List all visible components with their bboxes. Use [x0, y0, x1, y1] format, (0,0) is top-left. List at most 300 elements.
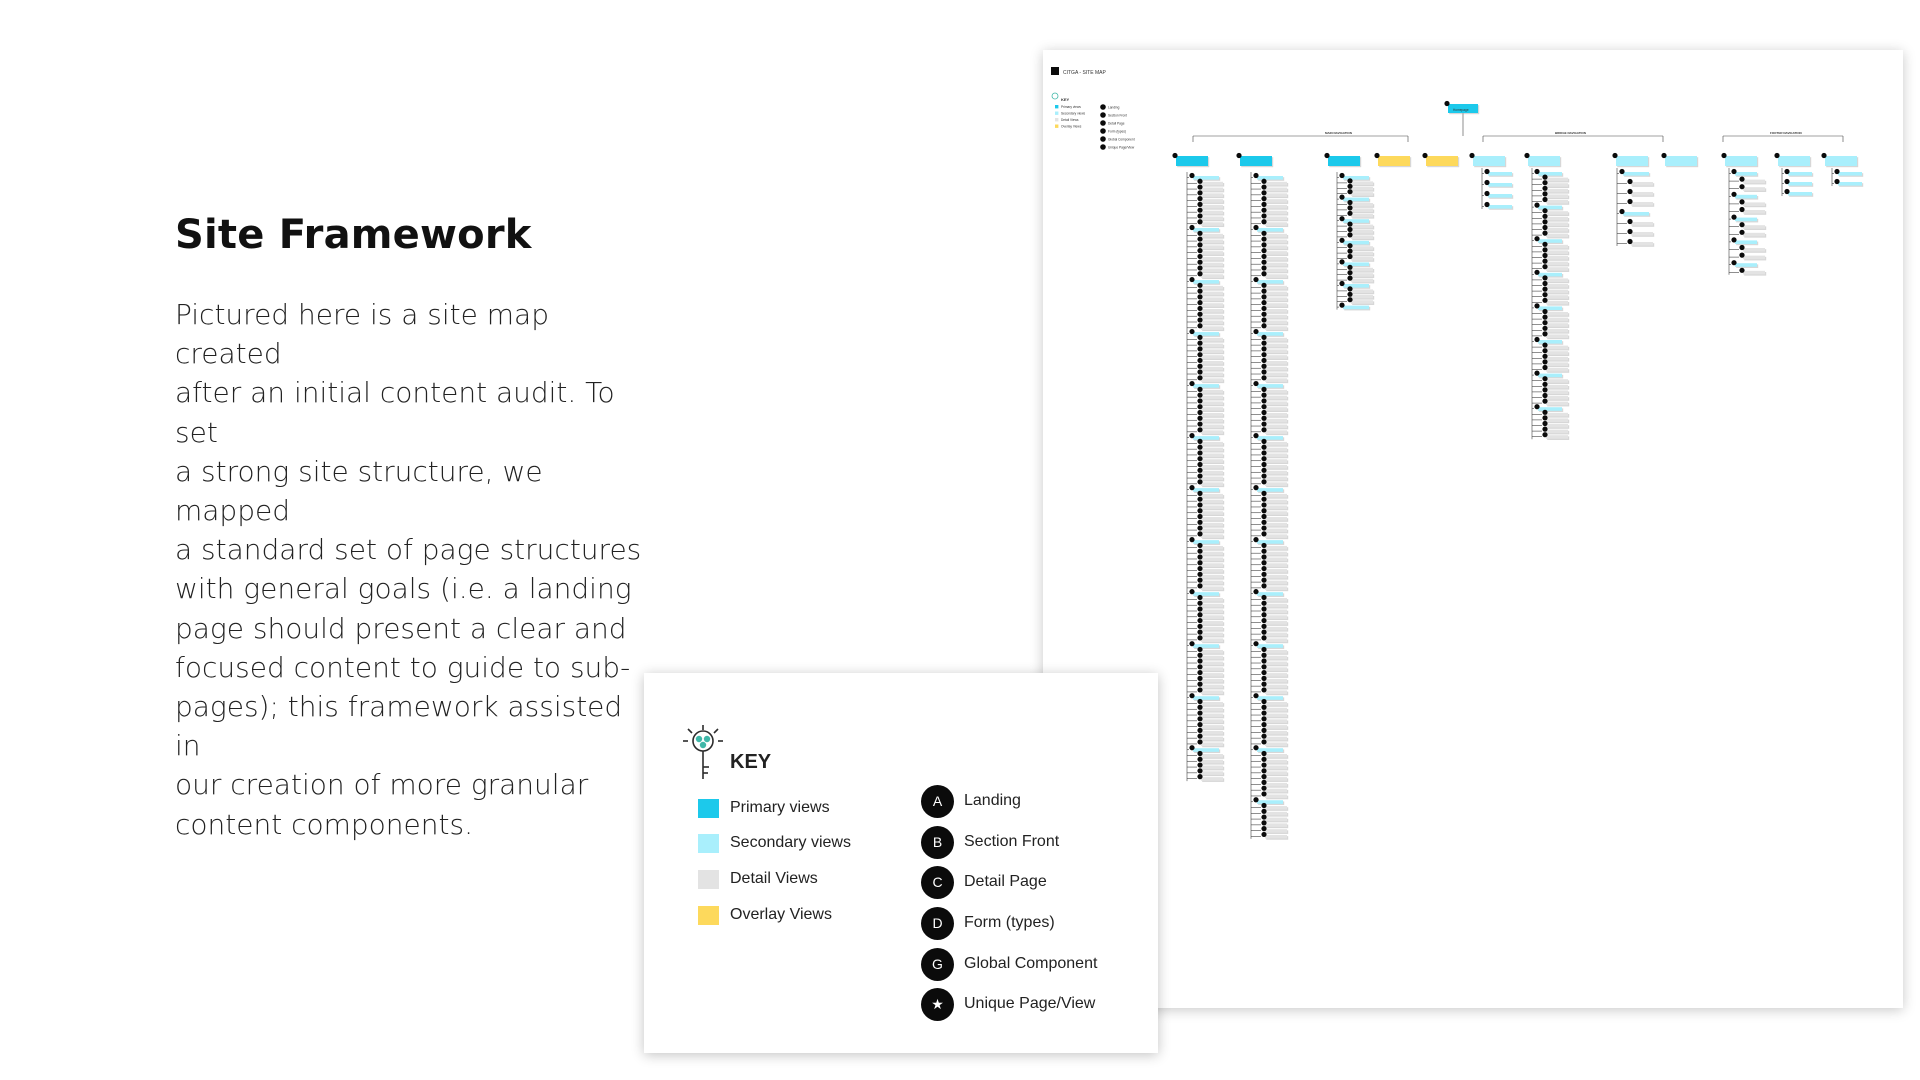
- type-badge: [1261, 630, 1266, 635]
- type-badge: [1261, 179, 1266, 184]
- type-badge: [1542, 259, 1547, 264]
- type-badge: [1197, 358, 1202, 363]
- star-icon: ★: [921, 988, 954, 1021]
- type-badge: [1542, 432, 1547, 437]
- detail-view-node: [1201, 257, 1223, 261]
- secondary-view-node: [1257, 384, 1283, 388]
- type-badge: [1197, 265, 1202, 270]
- detail-view-node: [1201, 396, 1223, 400]
- detail-view-node: [1265, 453, 1287, 457]
- detail-view-node: [1201, 638, 1223, 642]
- detail-view-node: [1201, 708, 1223, 712]
- type-badge: [1261, 612, 1266, 617]
- type-badge: [1197, 653, 1202, 658]
- detail-view-node: [1201, 413, 1223, 417]
- type-badge: [1197, 427, 1202, 432]
- detail-view-node: [1201, 240, 1223, 244]
- type-badge: [1534, 337, 1539, 342]
- type-badge: [1261, 566, 1266, 571]
- detail-view-node: [1265, 407, 1287, 411]
- type-badge: [1347, 200, 1352, 205]
- key-title: KEY: [730, 751, 772, 773]
- detail-view-node: [1351, 273, 1373, 277]
- type-badge: [1261, 525, 1266, 530]
- detail-view-node: [1546, 278, 1568, 282]
- secondary-view-node: [1343, 198, 1369, 202]
- type-badge: [1197, 525, 1202, 530]
- type-badge: [1261, 549, 1266, 554]
- type-badge: [1197, 364, 1202, 369]
- type-badge: [1542, 264, 1547, 269]
- type-badge: [1534, 236, 1539, 241]
- secondary-view-node: [1257, 540, 1283, 544]
- detail-view-node: [1546, 262, 1568, 266]
- page-type-label: Form (types): [964, 914, 1055, 931]
- detail-view-node: [1265, 216, 1287, 220]
- type-badge: [1542, 320, 1547, 325]
- type-badge: [1324, 153, 1329, 158]
- secondary-view-node: [1538, 407, 1562, 411]
- type-badge: [1261, 520, 1266, 525]
- detail-view-node: [1201, 702, 1223, 706]
- detail-view-node: [1265, 708, 1287, 712]
- type-badge: [1739, 207, 1744, 212]
- type-badge: [1197, 421, 1202, 426]
- type-badge: [1261, 219, 1266, 224]
- type-badge: [1172, 153, 1177, 158]
- detail-view-node: [1546, 413, 1568, 417]
- type-badge: [1197, 560, 1202, 565]
- type-badge: [1261, 658, 1266, 663]
- type-badge: [1189, 329, 1194, 334]
- type-badge: [1374, 153, 1379, 158]
- type-badge: [1542, 348, 1547, 353]
- type-badge: [1253, 589, 1258, 594]
- detail-view-node: [1265, 586, 1287, 590]
- type-badge: [1261, 410, 1266, 415]
- detail-view-node: [1265, 234, 1287, 238]
- detail-view-node: [1201, 633, 1223, 637]
- type-badge: [1261, 780, 1266, 785]
- type-badge: [1261, 809, 1266, 814]
- type-badge: [1261, 462, 1266, 467]
- sitemap-nodes: [1172, 101, 1863, 840]
- detail-view-node: [1265, 286, 1287, 290]
- secondary-view-node: [1193, 644, 1219, 648]
- type-badge: [1347, 232, 1352, 237]
- type-badge: [1197, 612, 1202, 617]
- type-badge: [1347, 184, 1352, 189]
- mini-legend-label: Overlay Views: [1061, 124, 1082, 129]
- type-badge: [1534, 371, 1539, 376]
- detail-view-node: [1546, 290, 1568, 294]
- detail-view-node: [1201, 742, 1223, 746]
- type-badge: [1261, 352, 1266, 357]
- detail-view-node: [1201, 494, 1223, 498]
- type-badge: [1197, 416, 1202, 421]
- detail-view-node: [1265, 783, 1287, 787]
- type-badge: [1261, 312, 1266, 317]
- type-badge: [1261, 306, 1266, 311]
- mini-type-badge: [1100, 128, 1106, 134]
- secondary-view-node: [1193, 592, 1219, 596]
- detail-view-node: [1546, 396, 1568, 400]
- type-badge: [1197, 682, 1202, 687]
- detail-view-node: [1201, 719, 1223, 723]
- detail-view-node: [1265, 211, 1287, 215]
- detail-view-node: [1201, 546, 1223, 550]
- type-badge: [1261, 653, 1266, 658]
- detail-view-node: [1546, 183, 1568, 187]
- detail-view-node: [1265, 812, 1287, 816]
- type-badge: [1189, 225, 1194, 230]
- detail-view-node: [1546, 284, 1568, 288]
- detail-view-node: [1201, 326, 1223, 330]
- type-badge: [1339, 173, 1344, 178]
- type-badge: [1261, 814, 1266, 819]
- secondary-view-node: [1193, 748, 1219, 752]
- type-badge: [1253, 745, 1258, 750]
- type-badge: [1347, 276, 1352, 281]
- type-badge: [1197, 317, 1202, 322]
- body-line: after an initial content audit. To set: [175, 376, 615, 449]
- detail-view-node: [1201, 222, 1223, 226]
- detail-view-node: [1265, 662, 1287, 666]
- detail-view-node: [1265, 835, 1287, 839]
- type-badge: [1197, 635, 1202, 640]
- type-badge: [1197, 462, 1202, 467]
- type-badge: [1261, 676, 1266, 681]
- detail-view-node: [1351, 230, 1373, 234]
- mini-type-label: Landing: [1108, 105, 1120, 110]
- mini-legend-swatch: [1055, 125, 1058, 128]
- type-badge: [1484, 169, 1489, 174]
- type-badge: [1347, 205, 1352, 210]
- secondary-view-node: [1838, 172, 1862, 176]
- mini-legend-swatch: [1055, 112, 1058, 115]
- secondary-view-node: [1257, 800, 1283, 804]
- type-badge: [1197, 716, 1202, 721]
- sitemap-diagram: [1043, 50, 1903, 1008]
- type-badge: [1347, 286, 1352, 291]
- detail-view-node: [1265, 823, 1287, 827]
- detail-view-node: [1201, 303, 1223, 307]
- type-badge: [1197, 213, 1202, 218]
- type-badge: [1261, 578, 1266, 583]
- detail-view-node: [1201, 338, 1223, 342]
- detail-view-node: [1201, 627, 1223, 631]
- detail-view-node: [1201, 211, 1223, 215]
- type-badge: [1197, 762, 1202, 767]
- detail-view-node: [1201, 500, 1223, 504]
- legend-swatch: [698, 870, 719, 889]
- secondary-view-node: [1488, 205, 1512, 209]
- type-badge: [1261, 768, 1266, 773]
- detail-view-node: [1265, 610, 1287, 614]
- detail-view-node: [1265, 245, 1287, 249]
- mini-type-badge: [1100, 104, 1106, 110]
- sitemap-section-label: FOOTER NAVIGATION: [1770, 131, 1802, 135]
- type-badge: [1197, 236, 1202, 241]
- type-badge: [1261, 647, 1266, 652]
- type-badge: [1197, 179, 1202, 184]
- detail-view-node: [1351, 289, 1373, 293]
- type-badge: [1347, 222, 1352, 227]
- detail-view-node: [1351, 235, 1373, 239]
- detail-view-node: [1201, 534, 1223, 538]
- secondary-view-node: [1343, 219, 1369, 223]
- legend-item: [698, 798, 830, 818]
- detail-view-node: [1201, 754, 1223, 758]
- type-badge: [1197, 595, 1202, 600]
- type-badge: [1347, 178, 1352, 183]
- detail-view-node: [1265, 719, 1287, 723]
- type-badge: [1739, 268, 1744, 273]
- type-badge: [1339, 259, 1344, 264]
- secondary-view-node: [1735, 172, 1757, 176]
- type-badge: [1542, 410, 1547, 415]
- detail-view-node: [1265, 459, 1287, 463]
- type-badge: [1197, 710, 1202, 715]
- type-badge: [1542, 298, 1547, 303]
- primary-view-node: [1328, 156, 1360, 166]
- type-badge: [1197, 468, 1202, 473]
- detail-view-node: [1201, 679, 1223, 683]
- detail-view-node: [1743, 248, 1765, 252]
- detail-view-node: [1351, 208, 1373, 212]
- secondary-view-node: [1735, 240, 1757, 244]
- type-badge: [1542, 399, 1547, 404]
- detail-view-node: [1201, 471, 1223, 475]
- detail-view-node: [1201, 407, 1223, 411]
- type-badge: [1197, 294, 1202, 299]
- detail-view-node: [1265, 344, 1287, 348]
- detail-view-node: [1265, 598, 1287, 602]
- detail-view-node: [1201, 459, 1223, 463]
- type-badge: [1197, 300, 1202, 305]
- detail-view-node: [1265, 199, 1287, 203]
- type-badge: [1834, 169, 1839, 174]
- detail-view-node: [1546, 334, 1568, 338]
- type-badge: [1542, 343, 1547, 348]
- detail-view-node: [1546, 318, 1568, 322]
- page-type-label: Global Component: [964, 955, 1098, 972]
- type-badge: [1253, 797, 1258, 802]
- detail-view-node: [1265, 702, 1287, 706]
- type-badge: [1524, 153, 1529, 158]
- detail-view-node: [1546, 323, 1568, 327]
- type-badge: [1627, 229, 1632, 234]
- detail-view-node: [1546, 418, 1568, 422]
- type-badge: [1197, 387, 1202, 392]
- type-badge: [1189, 433, 1194, 438]
- type-badge: [1339, 195, 1344, 200]
- detail-view-node: [1631, 242, 1653, 246]
- type-badge: G: [921, 948, 954, 981]
- type-badge: [1542, 331, 1547, 336]
- type-badge: [1542, 180, 1547, 185]
- detail-view-node: [1201, 777, 1223, 781]
- mini-key-icon: [1052, 93, 1058, 99]
- type-badge: [1261, 260, 1266, 265]
- detail-view-node: [1201, 685, 1223, 689]
- type-badge: [1261, 739, 1266, 744]
- secondary-view-node: [1735, 218, 1757, 222]
- type-badge: [1197, 543, 1202, 548]
- page-type-label: Section Front: [964, 833, 1060, 850]
- type-badge: [1542, 382, 1547, 387]
- type-badge: [1261, 184, 1266, 189]
- mini-type-badge: [1100, 144, 1106, 150]
- detail-view-node: [1265, 182, 1287, 186]
- type-badge: [1542, 365, 1547, 370]
- detail-view-node: [1265, 760, 1287, 764]
- detail-view-node: [1201, 263, 1223, 267]
- detail-view-node: [1201, 401, 1223, 405]
- detail-view-node: [1265, 725, 1287, 729]
- detail-view-node: [1201, 604, 1223, 608]
- detail-view-node: [1265, 806, 1287, 810]
- type-badge: [1347, 211, 1352, 216]
- detail-view-node: [1201, 552, 1223, 556]
- detail-view-node: [1265, 477, 1287, 481]
- page-type-label: Unique Page/View: [964, 995, 1096, 1012]
- key-card: [644, 673, 1158, 1053]
- detail-view-node: [1265, 338, 1287, 342]
- mini-type-label: Form (types): [1108, 129, 1127, 134]
- type-badge: [1197, 260, 1202, 265]
- detail-view-node: [1265, 534, 1287, 538]
- detail-view-node: [1265, 829, 1287, 833]
- legend-label: Detail Views: [730, 870, 818, 887]
- page-type-item: [921, 987, 1095, 1021]
- type-badge: [1542, 281, 1547, 286]
- secondary-view-node: [1538, 374, 1562, 378]
- type-badge: [1739, 184, 1744, 189]
- type-badge: [1197, 578, 1202, 583]
- secondary-view-node: [1193, 228, 1219, 232]
- detail-view-node: [1265, 737, 1287, 741]
- type-badge: [1197, 491, 1202, 496]
- detail-view-node: [1546, 435, 1568, 439]
- type-badge: [1197, 630, 1202, 635]
- detail-view-node: [1265, 794, 1287, 798]
- secondary-view-node: [1623, 172, 1649, 176]
- detail-view-node: [1265, 355, 1287, 359]
- type-badge: [1261, 572, 1266, 577]
- type-badge: [1261, 710, 1266, 715]
- secondary-view-node: [1257, 280, 1283, 284]
- detail-view-node: [1546, 295, 1568, 299]
- secondary-view-node: [1193, 436, 1219, 440]
- type-badge: [1339, 216, 1344, 221]
- detail-view-node: [1351, 295, 1373, 299]
- type-badge: [1542, 326, 1547, 331]
- type-badge: [1261, 439, 1266, 444]
- detail-view-node: [1265, 754, 1287, 758]
- legend-label: Secondary views: [730, 834, 851, 851]
- detail-view-node: [1265, 656, 1287, 660]
- type-badge: [1253, 641, 1258, 646]
- type-badge: [1261, 820, 1266, 825]
- body-line: content components.: [175, 807, 473, 841]
- type-badge: [1542, 292, 1547, 297]
- type-badge: [1261, 398, 1266, 403]
- type-badge: [1739, 222, 1744, 227]
- type-badge: [1189, 693, 1194, 698]
- type-badge: [1197, 549, 1202, 554]
- type-badge: [1542, 175, 1547, 180]
- overlay-view-node: [1378, 156, 1410, 166]
- detail-view-node: [1265, 303, 1287, 307]
- type-badge: [1197, 312, 1202, 317]
- detail-view-node: [1265, 569, 1287, 573]
- detail-view-node: [1201, 662, 1223, 666]
- mini-type-label: Detail Page: [1108, 121, 1125, 126]
- type-badge: [1189, 641, 1194, 646]
- type-badge: [1261, 416, 1266, 421]
- type-badge: [1197, 676, 1202, 681]
- body-line: a strong site structure, we mapped: [175, 454, 543, 528]
- detail-view-node: [1201, 378, 1223, 382]
- type-badge: [1731, 237, 1736, 242]
- type-badge: [1261, 473, 1266, 478]
- sitemap-canvas: [1043, 50, 1903, 1008]
- detail-view-node: [1201, 725, 1223, 729]
- secondary-view-node: [1788, 172, 1812, 176]
- detail-view-node: [1265, 465, 1287, 469]
- type-badge: [1197, 473, 1202, 478]
- detail-view-node: [1546, 346, 1568, 350]
- detail-view-node: [1743, 233, 1765, 237]
- detail-view-node: [1201, 656, 1223, 660]
- detail-view-node: [1265, 361, 1287, 365]
- type-badge: [1253, 693, 1258, 698]
- mini-legend-label: Primary views: [1061, 105, 1081, 109]
- detail-view-node: [1201, 309, 1223, 313]
- page-title: Site Framework: [175, 212, 532, 258]
- type-badge: A: [921, 785, 954, 818]
- detail-view-node: [1265, 188, 1287, 192]
- type-badge: [1261, 832, 1266, 837]
- secondary-view-node: [1343, 176, 1369, 180]
- type-badge: [1261, 375, 1266, 380]
- type-badge: [1197, 739, 1202, 744]
- type-badge: [1261, 699, 1266, 704]
- detail-view-node: [1265, 731, 1287, 735]
- detail-view-node: [1265, 500, 1287, 504]
- type-badge: [1261, 734, 1266, 739]
- detail-view-node: [1351, 214, 1373, 218]
- detail-view-node: [1201, 673, 1223, 677]
- detail-view-node: [1351, 181, 1373, 185]
- type-badge: [1261, 757, 1266, 762]
- type-badge: [1261, 502, 1266, 507]
- detail-view-node: [1265, 292, 1287, 296]
- type-badge: [1261, 682, 1266, 687]
- type-badge: [1339, 281, 1344, 286]
- type-badge: [1253, 329, 1258, 334]
- type-badge: [1236, 153, 1241, 158]
- detail-view-node: [1351, 187, 1373, 191]
- type-badge: [1261, 670, 1266, 675]
- secondary-view-node: [1538, 239, 1562, 243]
- secondary-view-node: [1488, 194, 1512, 198]
- type-badge: [1197, 606, 1202, 611]
- detail-view-node: [1265, 667, 1287, 671]
- type-badge: [1627, 199, 1632, 204]
- detail-view-node: [1743, 256, 1765, 260]
